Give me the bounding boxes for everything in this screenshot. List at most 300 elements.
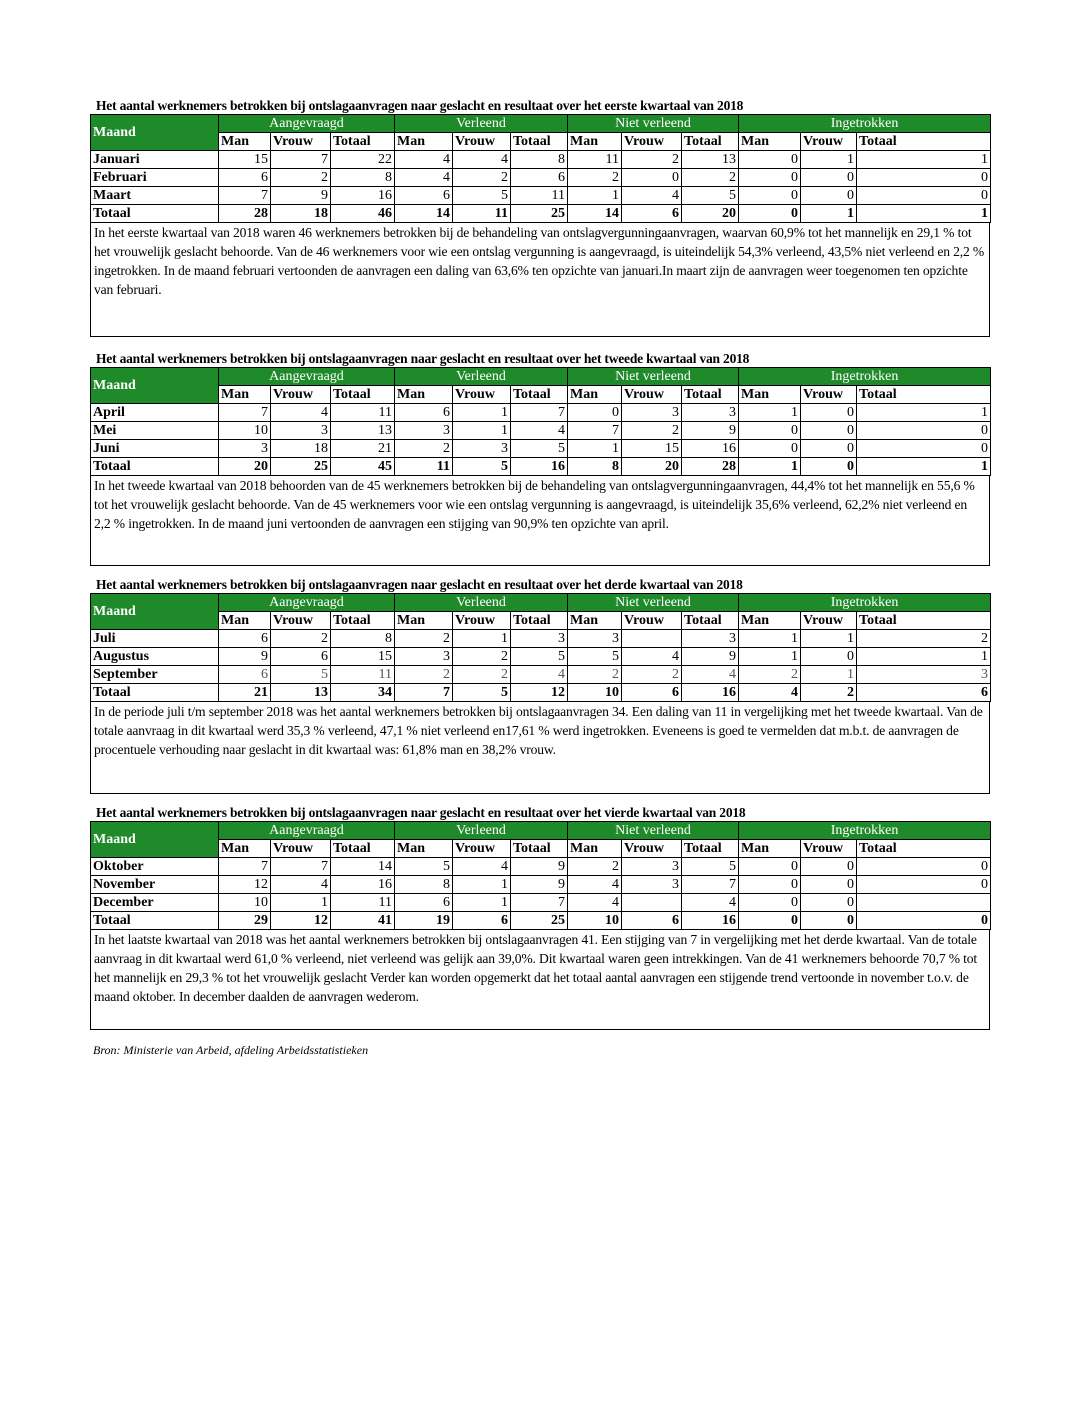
header-group: Niet verleend xyxy=(568,822,739,840)
table-cell: 16 xyxy=(331,187,395,205)
table-cell: 4 xyxy=(271,876,331,894)
table-cell: 0 xyxy=(857,187,991,205)
table-cell: 16 xyxy=(682,440,739,458)
header-group: Aangevraagd xyxy=(219,115,395,133)
header-sub: Vrouw xyxy=(271,386,331,404)
table-cell: 5 xyxy=(453,684,511,702)
table-cell: 0 xyxy=(568,404,622,422)
table-cell: 5 xyxy=(682,187,739,205)
header-group: Niet verleend xyxy=(568,368,739,386)
table-cell: 9 xyxy=(511,876,568,894)
header-group: Ingetrokken xyxy=(739,822,991,840)
header-sub: Totaal xyxy=(857,612,991,630)
total-row xyxy=(91,912,991,930)
table-row xyxy=(91,404,991,422)
table-cell: 9 xyxy=(511,858,568,876)
header-row-sub xyxy=(91,386,991,404)
header-sub: Man xyxy=(219,612,271,630)
table-cell: 4 xyxy=(682,894,739,912)
table-cell: 0 xyxy=(801,169,857,187)
data-table xyxy=(90,821,991,930)
header-sub: Totaal xyxy=(682,612,739,630)
section-title: Het aantal werknemers betrokken bij ontslagaanvragen naar geslacht en resultaat over het vierde kwartaal van 2018 xyxy=(96,805,746,820)
table-cell: 20 xyxy=(622,458,682,476)
table-cell: 1 xyxy=(857,151,991,169)
table-cell: 2 xyxy=(622,151,682,169)
table-cell: 1 xyxy=(857,205,991,223)
table-cell: 4 xyxy=(453,858,511,876)
header-row-groups xyxy=(91,115,991,133)
header-sub: Man xyxy=(739,133,801,151)
row-label: Maart xyxy=(91,187,219,205)
data-table xyxy=(90,114,991,223)
table-row xyxy=(91,666,991,684)
section-description xyxy=(90,930,990,1030)
table-cell: 0 xyxy=(739,912,801,930)
total-row xyxy=(91,458,991,476)
header-row-sub xyxy=(91,612,991,630)
header-sub: Man xyxy=(219,386,271,404)
description-text: In het laatste kwartaal van 2018 was het aantal werknemers betrokken bij ontslagaanvragen 41. Een stijging van 7 in vergelijking met het derde kwartaal. Van de totale aanvraag in dit kwartaal werd 61,0 % verleend, niet verleend was gelijk aan 39,0%. Dit kwartaal waren geen intrekkingen. Van de 41 werknemers behoorde 70,7 % tot het mannelijk en 29,3 % tot het vrouwelijk geslacht Verder kan worden opgemerkt dat het totaal aantal aanvragen een stijgende trend vertoonde in november t.o.v. de maand oktober. In december daalden de aanvragen wederom. xyxy=(94,932,978,1004)
header-sub: Vrouw xyxy=(622,612,682,630)
table-cell: 19 xyxy=(395,912,453,930)
header-sub: Vrouw xyxy=(453,386,511,404)
description-text: In het eerste kwartaal van 2018 waren 46 werknemers betrokken bij de behandeling van ontslagvergunningaanvragen, waarvan 60,9% tot het mannelijk en 29,1 % tot het vrouwelijk geslacht behoorde. Van de 46 werknemers voor wie een ontslag vergunning is aangevraagd, is uiteindelijk 54,3% verleend, 43,5% niet verleend en 2,2 % ingetrokken. In de maand februari vertoonden de aanvragen een daling van 63,6% ten opzichte van januari.In maart zijn de aanvragen weer toegenomen ten opzichte van februari. xyxy=(94,225,985,297)
header-sub: Vrouw xyxy=(801,386,857,404)
table-cell: 6 xyxy=(219,666,271,684)
table-cell: 3 xyxy=(682,630,739,648)
table-cell: 1 xyxy=(857,648,991,666)
table-cell: 22 xyxy=(331,151,395,169)
row-label: September xyxy=(91,666,219,684)
data-table xyxy=(90,367,991,476)
row-label: Totaal xyxy=(91,205,219,223)
table-cell: 28 xyxy=(219,205,271,223)
header-sub: Vrouw xyxy=(271,133,331,151)
table-cell: 7 xyxy=(511,894,568,912)
table-row xyxy=(91,648,991,666)
table-cell: 1 xyxy=(739,458,801,476)
table-cell: 7 xyxy=(219,404,271,422)
table-cell: 1 xyxy=(453,876,511,894)
table-cell: 1 xyxy=(271,894,331,912)
table-cell: 28 xyxy=(682,458,739,476)
header-maand: Maand xyxy=(91,368,219,404)
header-sub: Vrouw xyxy=(801,840,857,858)
table-cell: 3 xyxy=(453,440,511,458)
header-group: Ingetrokken xyxy=(739,115,991,133)
header-sub: Man xyxy=(219,133,271,151)
table-cell: 25 xyxy=(511,205,568,223)
table-cell: 10 xyxy=(219,422,271,440)
row-label: Totaal xyxy=(91,458,219,476)
table-cell: 16 xyxy=(682,912,739,930)
table-cell: 2 xyxy=(568,169,622,187)
table-cell: 15 xyxy=(219,151,271,169)
table-cell: 2 xyxy=(568,858,622,876)
table-cell: 18 xyxy=(271,440,331,458)
table-cell: 2 xyxy=(395,630,453,648)
table-cell: 6 xyxy=(395,187,453,205)
header-sub: Totaal xyxy=(857,386,991,404)
table-cell: 0 xyxy=(739,894,801,912)
table-cell: 0 xyxy=(801,440,857,458)
header-sub: Totaal xyxy=(511,133,568,151)
table-cell: 21 xyxy=(331,440,395,458)
table-cell: 8 xyxy=(568,458,622,476)
table-cell: 14 xyxy=(568,205,622,223)
header-sub: Vrouw xyxy=(801,133,857,151)
table-cell: 0 xyxy=(801,894,857,912)
row-label: Oktober xyxy=(91,858,219,876)
table-cell: 3 xyxy=(682,404,739,422)
header-group: Aangevraagd xyxy=(219,368,395,386)
table-row xyxy=(91,440,991,458)
table-cell: 0 xyxy=(801,912,857,930)
header-row-groups xyxy=(91,594,991,612)
table-cell: 1 xyxy=(857,404,991,422)
row-label: April xyxy=(91,404,219,422)
table-cell: 6 xyxy=(453,912,511,930)
table-cell: 9 xyxy=(219,648,271,666)
table-cell: 8 xyxy=(511,151,568,169)
table-cell: 0 xyxy=(739,876,801,894)
row-label: Augustus xyxy=(91,648,219,666)
header-sub: Man xyxy=(568,133,622,151)
header-group: Niet verleend xyxy=(568,594,739,612)
table-cell: 6 xyxy=(395,894,453,912)
table-cell: 2 xyxy=(453,666,511,684)
section-description xyxy=(90,702,990,794)
table-cell: 7 xyxy=(219,187,271,205)
header-sub: Vrouw xyxy=(622,840,682,858)
header-sub: Totaal xyxy=(331,133,395,151)
table-cell: 0 xyxy=(801,648,857,666)
table-cell: 2 xyxy=(739,666,801,684)
section-description xyxy=(90,476,990,566)
table-cell: 6 xyxy=(219,630,271,648)
table-cell: 3 xyxy=(219,440,271,458)
table-cell: 2 xyxy=(622,666,682,684)
header-group: Ingetrokken xyxy=(739,594,991,612)
table-cell: 3 xyxy=(622,404,682,422)
header-sub: Vrouw xyxy=(453,133,511,151)
row-label: Juli xyxy=(91,630,219,648)
table-cell: 6 xyxy=(271,648,331,666)
description-text: In het tweede kwartaal van 2018 behoorden van de 45 werknemers betrokken bij de behandeling van ontslagvergunningaanvragen, 44,4% tot het mannelijk en 55,6 % tot het vrouwelijk geslacht behoorde. Van de 45 werknemers voor wie een ontslag vergunning is aangevraagd, is uiteindelijk 35,6% verleend, 62,2% niet verleend en 2,2 % ingetrokken. In de maand juni vertoonden de aanvragen een stijging van 90,9% ten opzichte van april. xyxy=(94,478,975,531)
header-sub: Man xyxy=(568,840,622,858)
table-cell: 2 xyxy=(682,169,739,187)
table-cell: 3 xyxy=(568,630,622,648)
table-cell: 6 xyxy=(511,169,568,187)
header-sub: Totaal xyxy=(682,840,739,858)
table-cell: 11 xyxy=(395,458,453,476)
table-cell: 6 xyxy=(622,684,682,702)
table-cell: 0 xyxy=(857,440,991,458)
table-cell: 0 xyxy=(801,858,857,876)
table-cell: 2 xyxy=(453,169,511,187)
quarter-section-3 xyxy=(90,577,990,794)
table-cell: 2 xyxy=(271,630,331,648)
header-sub: Man xyxy=(395,840,453,858)
header-sub: Man xyxy=(739,386,801,404)
table-cell: 5 xyxy=(453,187,511,205)
table-cell: 6 xyxy=(622,912,682,930)
table-cell: 4 xyxy=(271,404,331,422)
section-title: Het aantal werknemers betrokken bij ontslagaanvragen naar geslacht en resultaat over het tweede kwartaal van 2018 xyxy=(96,351,750,366)
table-row xyxy=(91,169,991,187)
header-sub: Man xyxy=(395,386,453,404)
table-cell: 3 xyxy=(622,876,682,894)
table-cell: 12 xyxy=(219,876,271,894)
header-sub: Man xyxy=(219,840,271,858)
description-text: In de periode juli t/m september 2018 was het aantal werknemers betrokken bij ontslagaanvragen 34. Een daling van 11 in vergelijking met het tweede kwartaal. Van de totale aanvraag in dit kwartaal werd 35,3 % verleend, 47,1 % niet verleend en17,61 % werd ingetrokken. Eveneens is goed te vermelden dat m.b.t. de aanvragen de procentuele verhouding naar geslacht in dit kwartaal was: 61,8% man en 38,2% vrouw. xyxy=(94,704,983,757)
header-sub: Man xyxy=(568,386,622,404)
header-sub: Vrouw xyxy=(453,612,511,630)
table-cell: 0 xyxy=(857,169,991,187)
table-cell: 16 xyxy=(682,684,739,702)
header-group: Aangevraagd xyxy=(219,822,395,840)
table-cell: 7 xyxy=(511,404,568,422)
table-cell: 8 xyxy=(395,876,453,894)
table-cell: 7 xyxy=(395,684,453,702)
quarter-section-2 xyxy=(90,351,990,566)
table-cell: 0 xyxy=(739,422,801,440)
table-cell: 0 xyxy=(739,187,801,205)
header-sub: Vrouw xyxy=(453,840,511,858)
table-cell: 1 xyxy=(801,630,857,648)
table-cell: 3 xyxy=(271,422,331,440)
section-description xyxy=(90,223,990,337)
table-cell: 6 xyxy=(857,684,991,702)
table-cell: 0 xyxy=(739,151,801,169)
table-cell: 11 xyxy=(511,187,568,205)
table-cell: 0 xyxy=(739,205,801,223)
table-cell: 9 xyxy=(271,187,331,205)
table-cell: 4 xyxy=(622,648,682,666)
table-cell: 1 xyxy=(739,404,801,422)
table-cell: 0 xyxy=(801,876,857,894)
header-sub: Totaal xyxy=(511,612,568,630)
table-cell: 9 xyxy=(682,422,739,440)
header-sub: Man xyxy=(739,840,801,858)
table-cell: 5 xyxy=(453,458,511,476)
table-cell: 8 xyxy=(331,169,395,187)
table-cell: 13 xyxy=(271,684,331,702)
table-cell: 8 xyxy=(331,630,395,648)
header-maand: Maand xyxy=(91,594,219,630)
table-cell: 0 xyxy=(801,422,857,440)
header-group: Verleend xyxy=(395,822,568,840)
table-cell: 10 xyxy=(219,894,271,912)
table-cell: 16 xyxy=(511,458,568,476)
table-row xyxy=(91,894,991,912)
table-cell: 1 xyxy=(739,630,801,648)
header-sub: Man xyxy=(395,133,453,151)
header-sub: Vrouw xyxy=(271,840,331,858)
table-cell: 3 xyxy=(511,630,568,648)
row-label: December xyxy=(91,894,219,912)
table-cell: 7 xyxy=(271,151,331,169)
row-label: November xyxy=(91,876,219,894)
table-cell: 7 xyxy=(219,858,271,876)
row-label: Februari xyxy=(91,169,219,187)
table-cell: 5 xyxy=(511,648,568,666)
table-row xyxy=(91,858,991,876)
table-cell: 11 xyxy=(331,894,395,912)
header-group: Niet verleend xyxy=(568,115,739,133)
table-cell: 0 xyxy=(739,858,801,876)
table-cell: 21 xyxy=(219,684,271,702)
table-cell: 6 xyxy=(395,404,453,422)
table-cell: 0 xyxy=(857,912,991,930)
total-row xyxy=(91,205,991,223)
header-row-groups xyxy=(91,822,991,840)
table-cell: 1 xyxy=(739,648,801,666)
table-cell xyxy=(857,894,991,912)
header-sub: Totaal xyxy=(511,386,568,404)
row-label: Juni xyxy=(91,440,219,458)
table-cell: 1 xyxy=(801,205,857,223)
table-cell: 2 xyxy=(271,169,331,187)
table-cell: 1 xyxy=(801,666,857,684)
table-cell: 1 xyxy=(568,187,622,205)
table-cell: 0 xyxy=(801,187,857,205)
table-cell: 5 xyxy=(271,666,331,684)
header-group: Verleend xyxy=(395,368,568,386)
header-sub: Totaal xyxy=(857,840,991,858)
table-cell: 2 xyxy=(453,648,511,666)
table-cell: 6 xyxy=(622,205,682,223)
header-group: Ingetrokken xyxy=(739,368,991,386)
header-sub: Vrouw xyxy=(622,133,682,151)
table-cell: 45 xyxy=(331,458,395,476)
header-sub: Totaal xyxy=(682,133,739,151)
table-cell: 4 xyxy=(395,169,453,187)
header-group: Verleend xyxy=(395,594,568,612)
total-row xyxy=(91,684,991,702)
table-cell: 0 xyxy=(857,876,991,894)
table-cell: 14 xyxy=(331,858,395,876)
table-cell: 5 xyxy=(568,648,622,666)
table-cell: 7 xyxy=(568,422,622,440)
table-cell: 3 xyxy=(622,858,682,876)
table-cell: 41 xyxy=(331,912,395,930)
table-cell: 25 xyxy=(511,912,568,930)
header-sub: Vrouw xyxy=(271,612,331,630)
table-cell xyxy=(622,894,682,912)
table-cell: 20 xyxy=(219,458,271,476)
table-cell: 11 xyxy=(568,151,622,169)
header-group: Aangevraagd xyxy=(219,594,395,612)
section-title: Het aantal werknemers betrokken bij ontslagaanvragen naar geslacht en resultaat over het eerste kwartaal van 2018 xyxy=(96,98,744,113)
table-row xyxy=(91,187,991,205)
table-cell: 0 xyxy=(739,440,801,458)
table-cell: 2 xyxy=(801,684,857,702)
table-cell: 10 xyxy=(568,684,622,702)
table-cell: 5 xyxy=(682,858,739,876)
table-cell: 1 xyxy=(568,440,622,458)
table-cell: 2 xyxy=(568,666,622,684)
table-cell: 7 xyxy=(682,876,739,894)
table-cell: 1 xyxy=(857,458,991,476)
table-cell: 4 xyxy=(511,666,568,684)
header-row-groups xyxy=(91,368,991,386)
table-cell: 3 xyxy=(395,422,453,440)
header-maand: Maand xyxy=(91,822,219,858)
table-cell: 1 xyxy=(453,422,511,440)
table-cell: 11 xyxy=(331,666,395,684)
header-sub: Totaal xyxy=(682,386,739,404)
row-label: Totaal xyxy=(91,684,219,702)
table-cell: 2 xyxy=(395,440,453,458)
table-cell: 0 xyxy=(801,458,857,476)
table-cell: 4 xyxy=(622,187,682,205)
table-cell: 13 xyxy=(331,422,395,440)
row-label: Totaal xyxy=(91,912,219,930)
header-sub: Totaal xyxy=(331,840,395,858)
table-cell: 25 xyxy=(271,458,331,476)
table-cell: 0 xyxy=(801,404,857,422)
table-cell: 2 xyxy=(622,422,682,440)
header-row-sub xyxy=(91,133,991,151)
header-maand: Maand xyxy=(91,115,219,151)
table-cell: 2 xyxy=(395,666,453,684)
table-cell: 12 xyxy=(511,684,568,702)
table-cell: 4 xyxy=(568,876,622,894)
section-title: Het aantal werknemers betrokken bij ontslagaanvragen naar geslacht en resultaat over het derde kwartaal van 2018 xyxy=(96,577,743,592)
table-cell: 12 xyxy=(271,912,331,930)
data-table xyxy=(90,593,991,702)
table-cell: 0 xyxy=(857,422,991,440)
table-cell: 16 xyxy=(331,876,395,894)
header-sub: Man xyxy=(395,612,453,630)
table-cell: 3 xyxy=(857,666,991,684)
table-cell: 4 xyxy=(511,422,568,440)
table-cell xyxy=(622,630,682,648)
table-cell: 15 xyxy=(622,440,682,458)
header-sub: Vrouw xyxy=(801,612,857,630)
table-cell: 1 xyxy=(801,151,857,169)
table-cell: 4 xyxy=(739,684,801,702)
quarter-section-1 xyxy=(90,98,990,337)
table-cell: 9 xyxy=(682,648,739,666)
header-sub: Vrouw xyxy=(622,386,682,404)
table-row xyxy=(91,151,991,169)
table-cell: 46 xyxy=(331,205,395,223)
table-cell: 29 xyxy=(219,912,271,930)
table-cell: 15 xyxy=(331,648,395,666)
table-cell: 4 xyxy=(453,151,511,169)
header-group: Verleend xyxy=(395,115,568,133)
table-cell: 34 xyxy=(331,684,395,702)
header-sub: Totaal xyxy=(331,386,395,404)
table-cell: 0 xyxy=(857,858,991,876)
quarter-section-4 xyxy=(90,805,990,1030)
table-cell: 7 xyxy=(271,858,331,876)
table-cell: 0 xyxy=(622,169,682,187)
table-cell: 18 xyxy=(271,205,331,223)
source-note: Bron: Ministerie van Arbeid, afdeling Arbeidsstatistieken xyxy=(93,1043,369,1057)
table-row xyxy=(91,876,991,894)
table-cell: 11 xyxy=(453,205,511,223)
table-cell: 14 xyxy=(395,205,453,223)
table-row xyxy=(91,630,991,648)
table-cell: 20 xyxy=(682,205,739,223)
table-cell: 3 xyxy=(395,648,453,666)
table-cell: 0 xyxy=(739,169,801,187)
table-cell: 4 xyxy=(682,666,739,684)
